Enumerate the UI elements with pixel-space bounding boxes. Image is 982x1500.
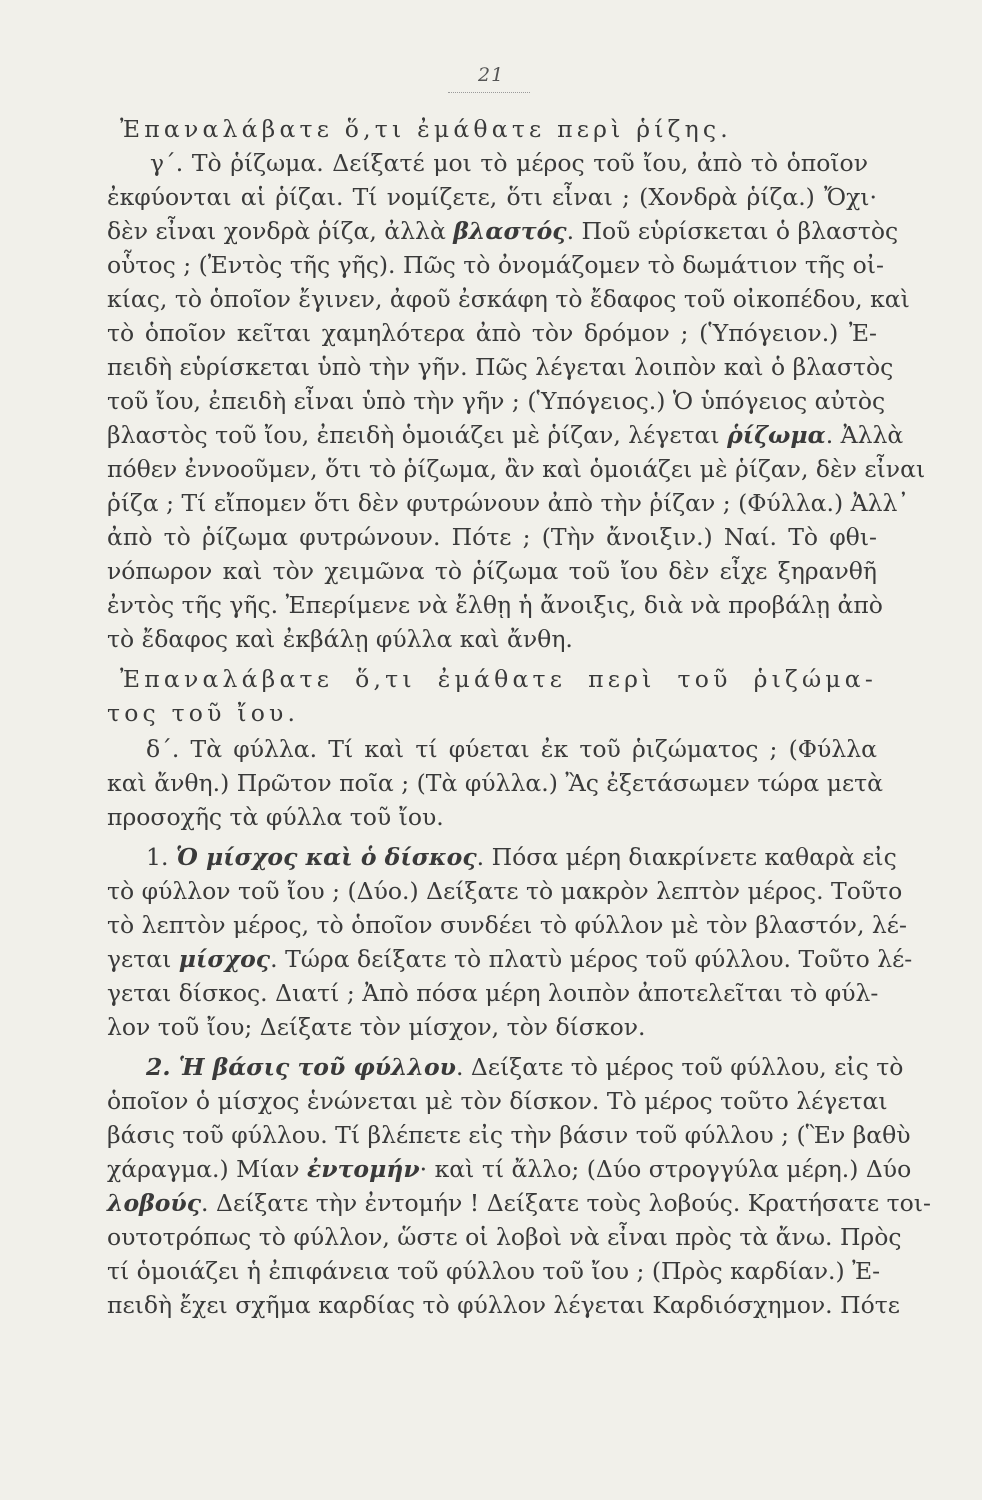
text-run: δὲν εἶναι χονδρὰ ῥίζα, ἀλλὰ <box>107 217 454 245</box>
text-run: κίας, τὸ ὁποῖον ἔγινεν, ἀφοῦ ἐσκάφη τὸ ἔδαφος τοῦ οἰκοπέδου, καὶ <box>107 285 910 313</box>
section-heading: Ὁ μίσχος καὶ ὁ δίσκος <box>175 843 477 871</box>
text-line <box>107 1084 888 1118</box>
text-run: . Ἀλλὰ <box>825 421 904 449</box>
text-run: . Δείξατε τὴν ἐντομήν ! Δείξατε τοὺς λοβούς. Κρατήσατε τοι- <box>201 1189 931 1217</box>
text-line <box>107 908 907 942</box>
text-line <box>107 520 877 554</box>
text-line <box>107 214 899 248</box>
text-line <box>107 766 884 800</box>
text-run: λον τοῦ ἴου; Δείξατε τὸν μίσχον, τὸν δίσκον. <box>107 1013 646 1041</box>
text-line <box>107 282 910 316</box>
text-run: τί ὁμοιάζει ἡ ἐπιφάνεια τοῦ φύλλου τοῦ ἴου ; (Πρὸς καρδίαν.) Ἐ- <box>107 1257 881 1285</box>
text-run: τὸ φύλλον τοῦ ἴου ; (Δύο.) Δείξατε τὸ μακρὸν λεπτὸν μέρος. Τοῦτο <box>107 877 903 905</box>
text-run: νόπωρον καὶ τὸν χειμῶνα τὸ ῥίζωμα τοῦ ἴου δὲν εἶχε ξηρανθῆ <box>107 557 877 585</box>
page-number: 21 <box>478 64 505 86</box>
text-line <box>107 588 883 622</box>
text-line <box>107 452 926 486</box>
text-run: τὸ ὁποῖον κεῖται χαμηλότερα ἀπὸ τὸν δρόμον ; (Ὑπόγειον.) Ἐ- <box>107 319 877 347</box>
text-run: . Δείξατε τὸ μέρος τοῦ φύλλου, εἰς τὸ <box>455 1053 904 1081</box>
text-run: βλαστὸς τοῦ ἴου, ἐπειδὴ ὁμοιάζει μὲ ῥίζαν, λέγεται <box>107 421 728 449</box>
emphasis: ῥίζωμα <box>727 421 826 449</box>
text-run: τοῦ ἴου, ἐπειδὴ εἶναι ὑπὸ τὴν γῆν ; (Ὑπόγειος.) Ὁ ὑπόγειος αὐτὸς <box>107 387 886 415</box>
emphasis: λοβούς <box>107 1189 202 1217</box>
text-run: Ἐπαναλάβατε ὅ,τι ἐμάθατε περὶ τοῦ ῥιζώμα- <box>120 665 877 693</box>
emphasis: βλαστός <box>453 217 567 245</box>
text-run: ουτοτρόπως τὸ φύλλον, ὥστε οἱ λοβοὶ νὰ εἶναι πρὸς τὰ ἄνω. Πρὸς <box>107 1223 902 1251</box>
text-line <box>107 486 910 520</box>
text-run: γεται δίσκος. Διατί ; Ἀπὸ πόσα μέρη λοιπὸν ἀποτελεῖται τὸ φύλ- <box>107 979 879 1007</box>
text-run: καὶ ἄνθη.) Πρῶτον ποῖα ; (Τὰ φύλλα.) Ἂς ἐξετάσωμεν τώρα μετὰ <box>107 769 884 797</box>
text-line <box>107 1186 931 1220</box>
text-run: βάσις τοῦ φύλλου. Τί βλέπετε εἰς τὴν βάσιν τοῦ φύλλου ; (Ἓν βαθὺ <box>107 1121 911 1149</box>
text-run: δ΄. Τὰ φύλλα. Τί καὶ τί φύεται ἐκ τοῦ ῥιζώματος ; (Φύλλα <box>146 735 877 763</box>
text-run: · καὶ τί ἄλλο; (Δύο στρογγύλα μέρη.) Δύο <box>419 1155 912 1183</box>
text-line <box>120 662 877 696</box>
text-run: Ἐπαναλάβατε ὅ,τι ἐμάθατε περὶ ῥίζης. <box>120 115 732 143</box>
text-line <box>107 874 903 908</box>
text-line <box>107 942 913 976</box>
section-heading: 2. Ἡ βάσις τοῦ φύλλου <box>146 1053 456 1081</box>
text-line <box>150 146 868 180</box>
text-run: ἐντὸς τῆς γῆς. Ἐπερίμενε νὰ ἔλθῃ ἡ ἄνοιξις, διὰ νὰ προβάλῃ ἀπὸ <box>107 591 883 619</box>
text-line <box>107 384 886 418</box>
text-line <box>146 732 877 766</box>
text-line <box>107 622 573 656</box>
text-run: . Τώρα δείξατε τὸ πλατὺ μέρος τοῦ φύλλου. Τοῦτο λέ- <box>270 945 913 973</box>
text-line <box>107 554 877 588</box>
text-line <box>107 976 877 1010</box>
text-line <box>146 840 897 874</box>
text-line <box>107 1288 900 1322</box>
text-line <box>107 1010 646 1044</box>
text-run: ῥίζα ; Τί εἴπομεν ὅτι δὲν φυτρώνουν ἀπὸ τὴν ῥίζαν ; (Φύλλα.) Ἀλλ᾽ <box>107 489 910 517</box>
text-run: χάραγμα.) Μίαν <box>107 1155 307 1183</box>
text-line <box>107 1220 902 1254</box>
text-line <box>146 1050 904 1084</box>
text-line <box>107 1152 912 1186</box>
text-run: γ΄. Τὸ ῥίζωμα. Δείξατέ μοι τὸ μέρος τοῦ ἴου, ἀπὸ τὸ ὁποῖον <box>150 149 868 177</box>
text-run: 1. <box>146 843 176 871</box>
text-run: ἐκφύονται αἱ ῥίζαι. Τί νομίζετε, ὅτι εἶναι ; (Χονδρὰ ῥίζα.) Ὄχι· <box>107 183 877 211</box>
text-line <box>107 1254 881 1288</box>
text-run: προσοχῆς τὰ φύλλα τοῦ ἴου. <box>107 803 444 831</box>
text-run: πειδὴ εὑρίσκεται ὑπὸ τὴν γῆν. Πῶς λέγεται λοιπὸν καὶ ὁ βλαστὸς <box>107 353 894 381</box>
text-line <box>120 112 732 146</box>
text-run: τὸ ἔδαφος καὶ ἐκβάλῃ φύλλα καὶ ἄνθη. <box>107 625 573 653</box>
text-line <box>107 180 877 214</box>
text-run: ὁποῖον ὁ μίσχος ἑνώνεται μὲ τὸν δίσκον. Τὸ μέρος τοῦτο λέγεται <box>107 1087 888 1115</box>
text-line <box>107 800 444 834</box>
text-line <box>107 418 904 452</box>
text-run: πόθεν ἐννοοῦμεν, ὅτι τὸ ῥίζωμα, ἂν καὶ ὁμοιάζει μὲ ῥίζαν, δὲν εἶναι <box>107 455 926 483</box>
text-run: πειδὴ ἔχει σχῆμα καρδίας τὸ φύλλον λέγεται Καρδιόσχημον. Πότε <box>107 1291 900 1319</box>
emphasis: ἐντομήν <box>307 1155 420 1183</box>
text-line <box>107 316 877 350</box>
text-line <box>107 696 299 730</box>
emphasis: μίσχος <box>178 945 271 973</box>
text-run: . Ποῦ εὑρίσκεται ὁ βλαστὸς <box>566 217 899 245</box>
text-line <box>107 248 884 282</box>
text-run: ἀπὸ τὸ ῥίζωμα φυτρώνουν. Πότε ; (Τὴν ἄνοιξιν.) Ναί. Τὸ φθι- <box>107 523 877 551</box>
text-run: γεται <box>107 945 179 973</box>
text-line <box>107 1118 911 1152</box>
text-run: τος τοῦ ἴου. <box>107 699 300 727</box>
text-run: . Πόσα μέρη διακρίνετε καθαρὰ εἰς <box>476 843 897 871</box>
text-run: οὗτος ; (Ἐντὸς τῆς γῆς). Πῶς τὸ ὀνομάζομεν τὸ δωμάτιον τῆς οἰ- <box>107 251 884 279</box>
text-run: τὸ λεπτὸν μέρος, τὸ ὁποῖον συνδέει τὸ φύλλον μὲ τὸν βλαστόν, λέ- <box>107 911 907 939</box>
text-line <box>107 350 894 384</box>
